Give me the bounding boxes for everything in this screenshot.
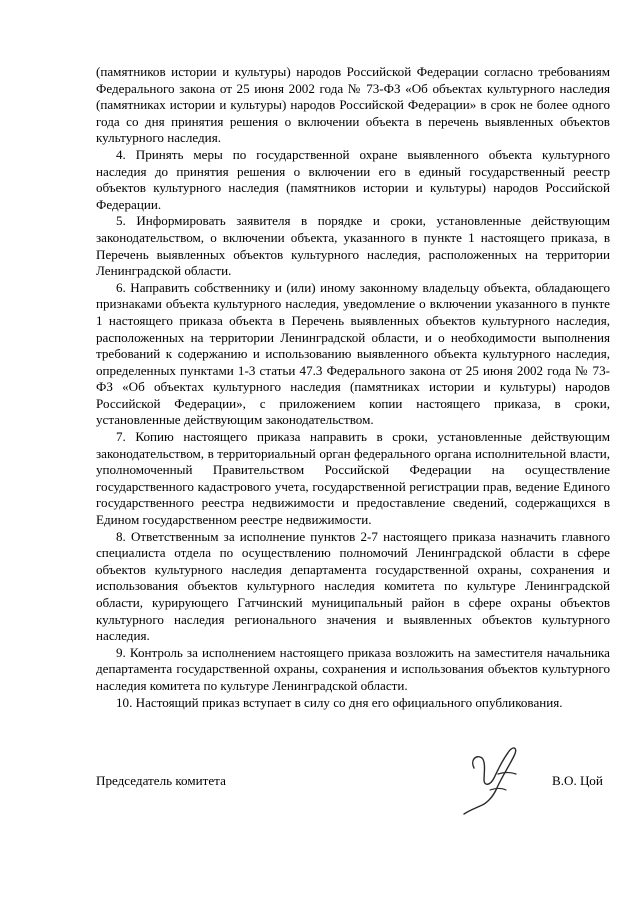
paragraph-item-6: 6. Направить собственнику и (или) иному законному владельцу объекта, обладающего признаками объекта культурного наследия, уведомление о включении указанного в пункте 1 настоящего приказа объекта в Перечень выявленных объектов культурного наследия, расположенных на территории Ленинградской области, и о необходимости выполнения требований к содержанию и использованию выявленного объекта культурного наследия, определенных пунктами 1-3 статьи 47.3 Федерального закона от 25 июня 2002 года № 73-ФЗ «Об объектах культурного наследия (памятниках истории и культуры) народов Российской Федерации», с приложением копии настоящего приказа, в сроки, установленные действующим законодательством. xyxy=(96,279,610,428)
paragraph-continuation: (памятников истории и культуры) народов Российской Федерации согласно требованиям Федерального закона от 25 июня 2002 года № 73-ФЗ «Об объектах культурного наследия (памятниках истории и культуры) народов Российской Федерации» в срок не более одного года со дня принятия решения о включении объекта в перечень выявленных объектов культурного наследия. xyxy=(96,64,610,146)
paragraph-item-5: 5. Информировать заявителя в порядке и сроки, установленные действующим законодательством, о включении объекта, указанного в пункте 1 настоящего приказа, в Перечень выявленных объектов культурного наследия, расположенных на территории Ленинградской области. xyxy=(96,213,610,279)
signatory-name: В.О. Цой xyxy=(552,773,603,788)
signatory-title: Председатель комитета xyxy=(96,773,226,788)
paragraph-item-4: 4. Принять меры по государственной охране выявленного объекта культурного наследия до принятия решения о включении его в единый государственный реестр объектов культурного наследия (памятников истории и культуры) народов Российской Федерации. xyxy=(96,146,610,212)
paragraph-item-10: 10. Настоящий приказ вступает в силу со дня его официального опубликования. xyxy=(116,694,563,710)
document-body xyxy=(96,64,610,711)
paragraph-item-9: 9. Контроль за исполнением настоящего приказа возложить на заместителя начальника департамента государственной охраны, сохранения и использования объектов культурного наследия комитета по культуре Ленинградской области. xyxy=(96,644,610,693)
paragraph-item-8: 8. Ответственным за исполнение пунктов 2-7 настоящего приказа назначить главного специалиста отдела по осуществлению полномочий Ленинградской области в сфере объектов культурного наследия департамента государственной охраны, сохранения и использования объектов культурного наследия комитета по культуре Ленинградской области, курирующего Гатчинский муниципальный район в сфере охраны объектов культурного наследия регионального значения и выявленных объектов культурного наследия. xyxy=(96,528,610,644)
handwritten-signature xyxy=(440,728,540,828)
paragraph-item-7: 7. Копию настоящего приказа направить в сроки, установленные действующим законодательством, в территориальный орган федерального органа исполнительной власти, уполномоченный Правительством Российской Федерации на осуществление государственного кадастрового учета, государственной регистрации прав, ведение Единого государственного реестра недвижимости и предоставление сведений, содержащихся в Едином государственном реестре недвижимости. xyxy=(96,429,610,528)
